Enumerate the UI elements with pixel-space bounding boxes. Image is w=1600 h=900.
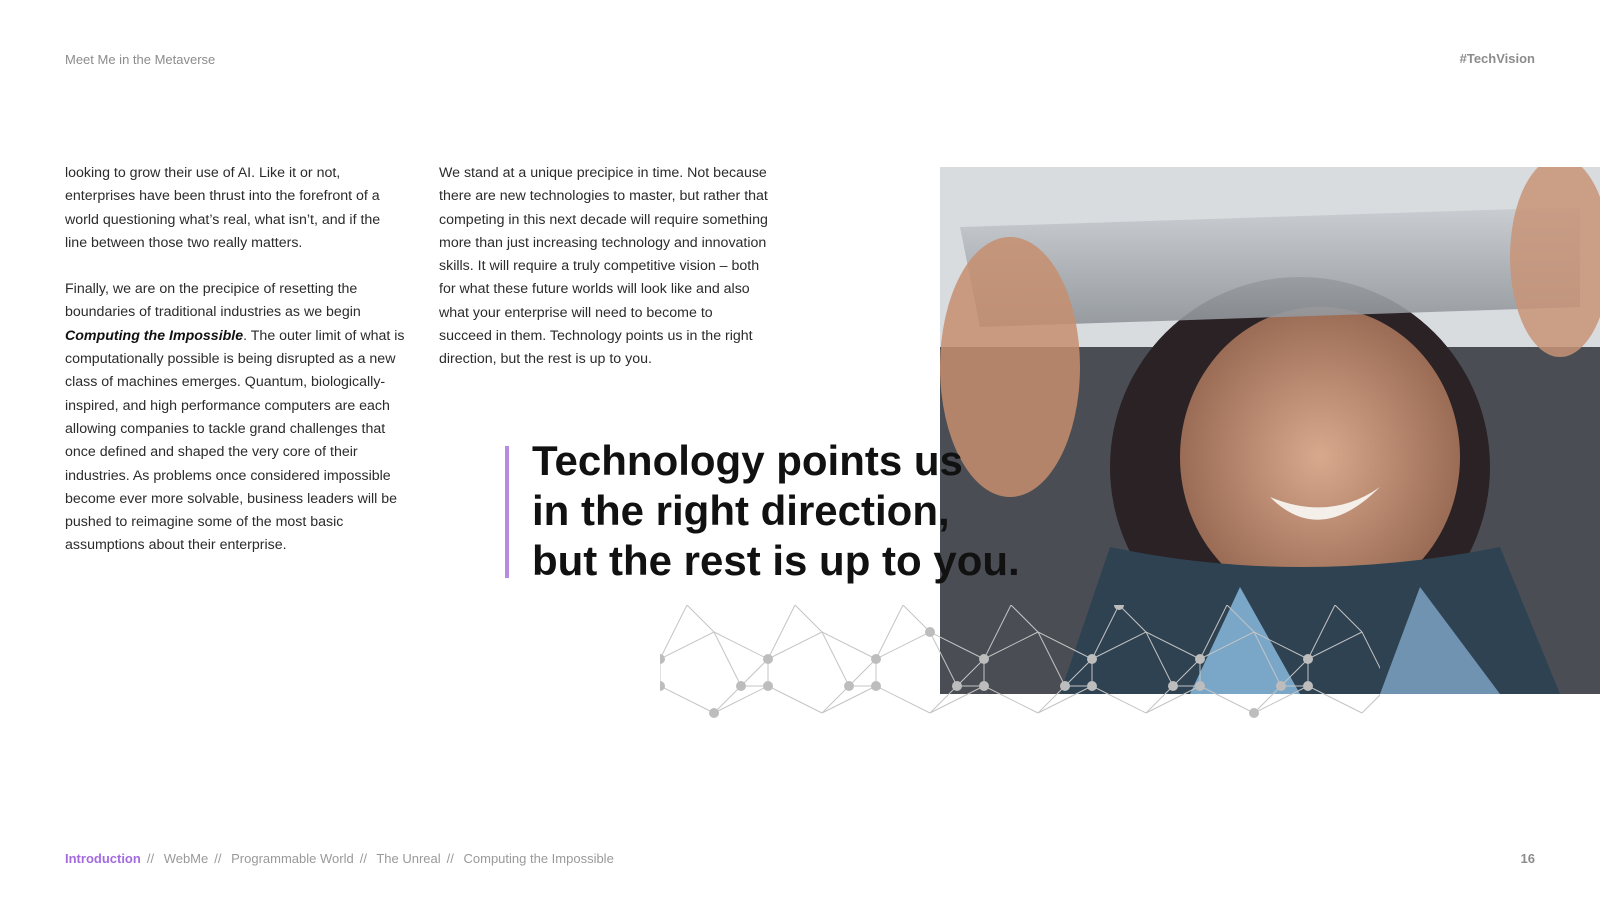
network-node — [736, 681, 746, 691]
network-line — [930, 632, 984, 659]
network-line — [1146, 632, 1173, 686]
network-node — [660, 681, 665, 691]
network-line — [1200, 686, 1254, 713]
network-node — [952, 681, 962, 691]
body-column-2 — [439, 162, 769, 372]
quote-line-1: Technology points us — [532, 437, 963, 484]
network-line — [1254, 632, 1281, 686]
network-line — [1146, 686, 1173, 713]
network-line — [903, 605, 930, 632]
page-number: 16 — [1520, 851, 1535, 866]
network-line — [876, 686, 930, 713]
network-line — [984, 686, 1038, 713]
network-line — [1335, 605, 1362, 632]
network-node — [1087, 654, 1097, 664]
network-line — [957, 659, 984, 686]
nav-introduction[interactable]: Introduction — [65, 851, 141, 866]
network-line — [660, 605, 687, 659]
nav-separator: // — [146, 851, 155, 866]
network-node — [1114, 605, 1124, 610]
network-line — [930, 632, 957, 686]
network-node — [1168, 681, 1178, 691]
network-line — [714, 686, 741, 713]
paragraph-1: looking to grow their use of AI. Like it or not, enterprises have been thrust into the forefront of a world questioning what’s real, what isn’t, and if the line between those two really matters. — [65, 165, 381, 251]
network-line — [660, 632, 714, 659]
paragraph-3: We stand at a unique precipice in time. Not because there are new technologies to master, but rather that competing in this next decade will require something more than just increasing technology and innovation skills. It will require a truly competitive vision – both for what these future worlds will look like and also what your enterprise will need to become to succeed in them. Technology points us in the right direction, but the rest is up to you. — [439, 165, 768, 368]
network-line — [768, 686, 822, 713]
network-line — [1038, 632, 1065, 686]
network-line — [1092, 605, 1119, 659]
network-node — [660, 654, 665, 664]
network-line — [1065, 659, 1092, 686]
network-line — [876, 632, 930, 659]
nav-separator: // — [359, 851, 367, 866]
network-line — [714, 632, 768, 659]
quote-line-3: but the rest is up to you. — [532, 537, 1020, 584]
network-line — [822, 632, 849, 686]
network-line — [768, 605, 795, 659]
network-node — [763, 681, 773, 691]
emphasis-text: Computing the Impossible — [65, 327, 244, 344]
network-line — [1146, 632, 1200, 659]
network-graphic — [660, 605, 1380, 735]
network-node — [1303, 681, 1313, 691]
network-line — [849, 659, 876, 686]
hashtag-label: #TechVision — [1459, 51, 1535, 66]
network-line — [1038, 632, 1092, 659]
body-column-1 — [65, 162, 405, 558]
nav-programmable-world[interactable]: Programmable World — [231, 851, 354, 866]
network-line — [714, 632, 741, 686]
network-line — [1362, 632, 1380, 686]
document-title: Meet Me in the Metaverse — [65, 52, 216, 67]
pull-quote — [532, 436, 1052, 586]
quote-accent-bar — [505, 446, 509, 578]
network-line — [1173, 659, 1200, 686]
quote-line-2: in the right direction, — [532, 487, 950, 534]
network-node — [763, 654, 773, 664]
network-node — [1087, 681, 1097, 691]
network-node — [1303, 654, 1313, 664]
network-line — [1254, 632, 1308, 659]
network-line — [1200, 632, 1254, 659]
network-line — [1308, 632, 1362, 659]
network-line — [984, 632, 1038, 659]
network-line — [768, 632, 822, 659]
network-line — [1092, 632, 1146, 659]
network-node — [1276, 681, 1286, 691]
network-line — [876, 605, 903, 659]
network-line — [741, 659, 768, 686]
nav-webme[interactable]: WebMe — [163, 851, 209, 866]
network-node — [1060, 681, 1070, 691]
network-line — [822, 686, 849, 713]
network-line — [1119, 605, 1146, 632]
network-line — [1092, 686, 1146, 713]
network-line — [822, 632, 876, 659]
breadcrumb-nav — [65, 851, 614, 866]
nav-separator: // — [214, 851, 222, 866]
network-line — [1011, 605, 1038, 632]
network-node — [844, 681, 854, 691]
network-line — [1227, 605, 1254, 632]
network-node — [979, 681, 989, 691]
network-node — [1195, 681, 1205, 691]
network-line — [1200, 605, 1227, 659]
nav-the-unreal[interactable]: The Unreal — [376, 851, 441, 866]
network-node — [925, 627, 935, 637]
nav-computing-the-impossible[interactable]: Computing the Impossible — [463, 851, 614, 866]
network-line — [1038, 686, 1065, 713]
network-line — [1308, 686, 1362, 713]
network-node — [1249, 708, 1259, 718]
network-node — [1195, 654, 1205, 664]
nav-separator: // — [446, 851, 454, 866]
network-node — [871, 654, 881, 664]
network-line — [660, 686, 714, 713]
network-line — [1281, 659, 1308, 686]
network-line — [930, 686, 957, 713]
network-line — [687, 605, 714, 632]
network-line — [795, 605, 822, 632]
paragraph-2: Finally, we are on the precipice of resetting the boundaries of traditional industries as we begin Computing the Impossible. The outer limit of what is computationally possible is being disrupted as a new class of machines emerges. Quantum, biologically-inspired, and high performance computers are each allowing companies to tackle grand challenges that once defined and shaped the very core of their industries. As problems once considered impossible become ever more solvable, business leaders will be pushed to reimagine some of the most basic assumptions about their enterprise. — [65, 281, 405, 554]
network-line — [1254, 686, 1281, 713]
network-node — [871, 681, 881, 691]
network-line — [984, 605, 1011, 659]
network-line — [1362, 686, 1380, 713]
network-node — [709, 708, 719, 718]
network-line — [1308, 605, 1335, 659]
network-node — [979, 654, 989, 664]
